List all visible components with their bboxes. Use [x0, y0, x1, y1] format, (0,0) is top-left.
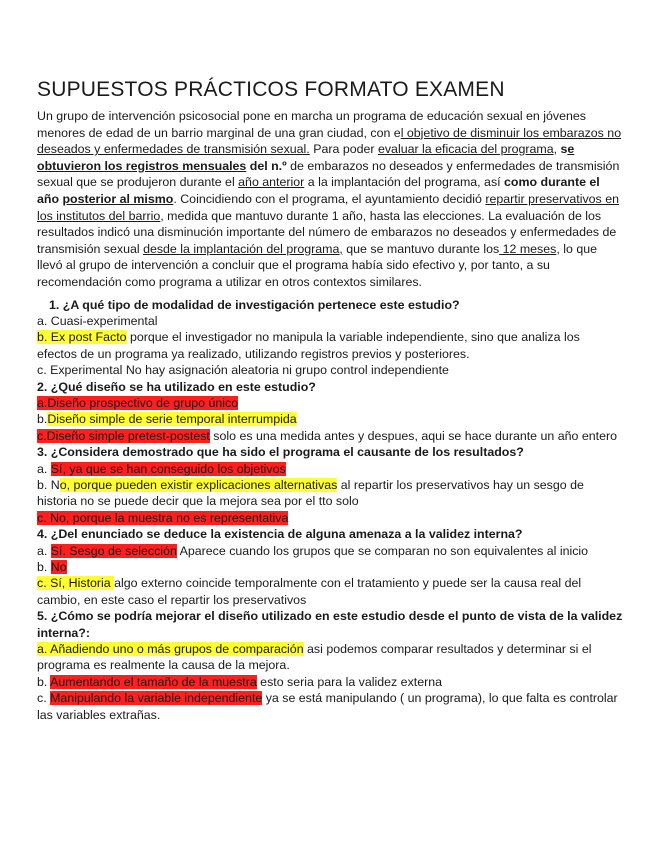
intro-underline: 12 meses — [499, 241, 557, 256]
question-4-heading: 4. ¿Del enunciado se deduce la existencia de alguna amenaza a la validez interna? — [37, 527, 523, 542]
q5-option-b-highlight: Aumentando el tamaño de la muestra — [50, 674, 257, 689]
q1-option-b-note: porque el investigador no manipula la variable independiente, sino que analiza los efectos de un programa ya realizado, utilizando registros previos y posteriores. — [37, 330, 580, 361]
q1-option-c: c. Experimental No hay asignación aleatoria ni grupo control independiente — [37, 363, 449, 378]
intro-text: Un grupo de intervención psicosocial pone en marcha un programa de educación sexual en jóvenes menores de edad de un barrio marginal de una gran ciudad, con e — [37, 109, 586, 140]
question-2 — [37, 379, 623, 445]
q3-option-a-prefix: a. — [37, 461, 51, 476]
q3-option-b-prefix: b. N — [37, 478, 60, 492]
question-1 — [37, 297, 623, 379]
q4-option-b — [37, 559, 623, 575]
question-5 — [37, 608, 623, 723]
q2-option-c-highlight: c.Diseño simple pretest-postest — [37, 428, 210, 443]
q2-option-c — [37, 428, 623, 444]
q5-option-b — [37, 674, 623, 690]
intro-text: a la implantación del programa, así — [304, 175, 505, 190]
intro-text: que se mantuvo durante los — [342, 241, 500, 256]
intro-text: Para poder — [309, 142, 378, 157]
q3-option-b-highlight: o, porque pueden existir explicaciones alternativas — [59, 478, 338, 492]
q4-option-b-highlight: No — [50, 560, 67, 575]
q4-option-c — [37, 575, 623, 608]
q4-option-a-prefix: a. — [37, 543, 51, 558]
intro-bold: s — [560, 142, 568, 157]
intro-underline: l objetivo de disminuir los embarazos no deseados y enfermedades de transmisión sexual. — [37, 125, 622, 157]
q1-option-b — [37, 329, 623, 362]
q5-option-a — [37, 641, 623, 674]
q2-option-b — [37, 411, 623, 427]
q3-option-b-note: al repartir los preservativos hay un sesgo de historia no se puede decir que la mejora sea por el tto solo — [37, 478, 584, 509]
q3-option-c-highlight: c. No, porque la muestra no es representativa — [37, 510, 289, 525]
q5-option-a-highlight: a. Añadiendo uno o más grupos de comparación — [37, 642, 304, 657]
intro-underline: año anterior — [238, 175, 305, 190]
question-2-heading: 2. ¿Qué diseño se ha utilizado en este estudio? — [37, 379, 316, 394]
q3-option-c — [37, 510, 623, 526]
intro-bold: como durante el año — [37, 175, 600, 206]
q5-option-b-prefix: b. — [37, 674, 51, 689]
q4-option-a-highlight: Sí. Sesgo de selección — [50, 543, 177, 558]
intro-underline: evaluar la eficacia del programa — [377, 142, 554, 157]
intro-text: , medida que mantuvo durante 1 año, hasta las elecciones. La evaluación de los resultados indicó una disminución importante del número de embarazos no deseados y enfermedades de transmisión sexual — [37, 208, 617, 256]
q3-option-a — [37, 461, 623, 477]
intro-text: , lo que llevó al grupo de intervención a concluir que el programa había sido efectivo y, por tanto, a su recomendación como programa a utilizar en otros contextos similares. — [37, 241, 597, 289]
q2-option-c-note: solo es una medida antes y despues, aqui se hace durante un año entero — [209, 428, 617, 443]
q4-option-c-highlight: c. Sí, Historia — [37, 576, 115, 591]
q2-option-b-prefix: b. — [37, 412, 48, 427]
q3-option-b — [37, 477, 623, 510]
q2-option-b-highlight: Diseño simple de serie temporal interrumpida — [47, 412, 297, 427]
q4-option-a — [37, 543, 623, 559]
intro-bold-underline: e obtuvieron los registros mensuales — [37, 142, 575, 173]
intro-text: de embarazos no deseados y enfermedades de transmisión sexual que se produjeron durante el — [37, 158, 620, 190]
q1-option-a: a. Cuasi-experimental — [37, 313, 158, 328]
q3-option-a-highlight: Sí, ya que se han conseguido los objetivos — [50, 461, 286, 476]
intro-bold-underline: posterior al mismo — [62, 191, 174, 206]
q5-option-b-note: esto seria para la validez externa — [256, 674, 443, 689]
q5-option-c-prefix: c. — [37, 691, 51, 706]
q5-option-c-note: ya se está manipulando ( un programa), lo que falta es controlar las variables extrañas. — [37, 691, 618, 722]
q1-option-b-highlight: b. Ex post Facto — [37, 330, 127, 345]
intro-bold: del n.º — [246, 158, 287, 173]
intro-underline: desde la implantación del programa, — [143, 241, 343, 256]
q5-option-c-highlight: Manipulando la variable independiente — [50, 691, 263, 706]
intro-underline: repartir preservativos en los institutos del barrio — [37, 191, 619, 223]
intro-text: . Coincidiendo con el programa, el ayuntamiento decidió — [173, 191, 486, 206]
question-5-heading: 5. ¿Cómo se podría mejorar el diseño utilizado en este estudio desde el punto de vista de la validez interna?: — [37, 609, 623, 640]
q5-option-c — [37, 690, 623, 723]
q2-option-a-highlight: a.Diseño prospectivo de grupo único — [37, 395, 239, 410]
question-4 — [37, 526, 623, 608]
q4-option-a-note: Aparece cuando los grupos que se comparan no son equivalentes al inicio — [176, 543, 589, 558]
q4-option-b-prefix: b. — [37, 560, 51, 575]
q4-option-c-note: algo externo coincide temporalmente con el tratamiento y puede ser la causa real del cambio, en este caso el repartir los preservativos — [37, 576, 582, 607]
page-title: SUPUESTOS PRÁCTICOS FORMATO EXAMEN — [37, 78, 505, 101]
q2-option-a — [37, 395, 623, 411]
question-1-heading: 1. ¿A qué tipo de modalidad de investigación pertenece este estudio? — [49, 297, 460, 312]
intro-text: , — [553, 142, 561, 157]
intro-paragraph — [37, 108, 623, 291]
question-3-heading: 3. ¿Considera demostrado que ha sido el programa el causante de los resultados? — [37, 445, 524, 460]
q5-option-a-note: asi podemos comparar resultados y determinar si el programa es realmente la causa de la mejora. — [37, 642, 592, 673]
question-3 — [37, 444, 623, 526]
